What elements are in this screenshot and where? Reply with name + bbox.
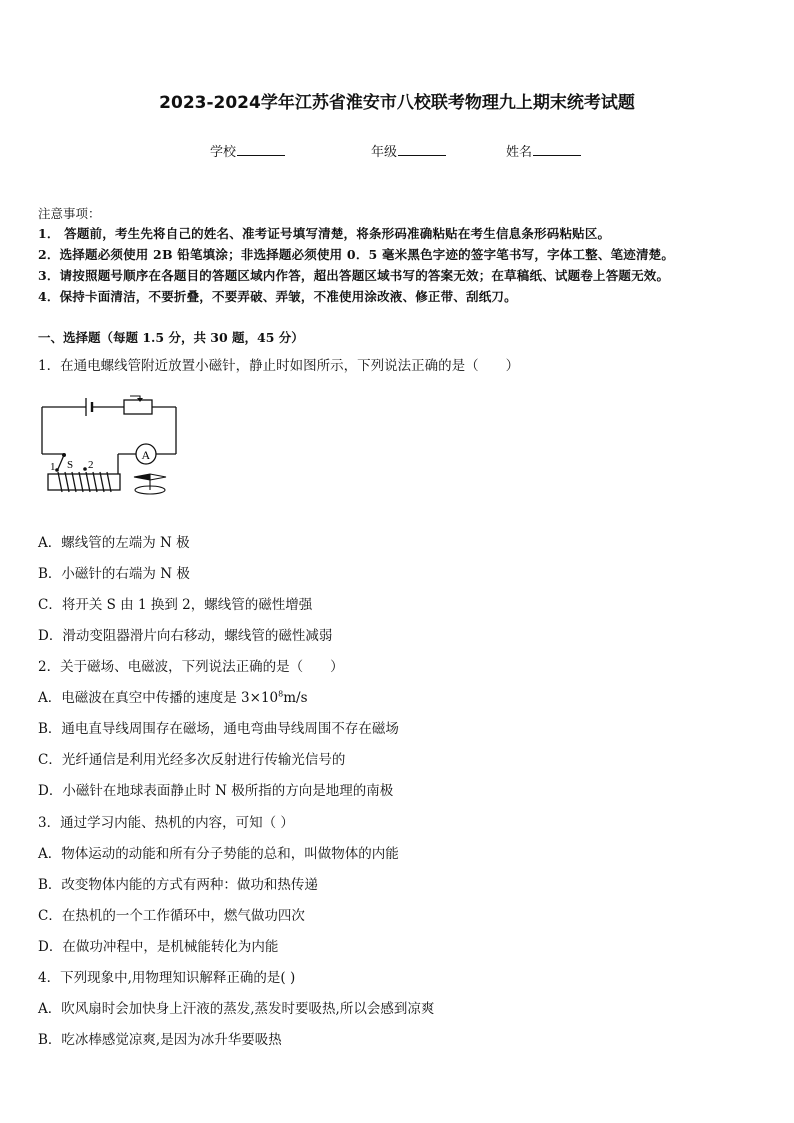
school-label: 学校 [210,145,237,160]
solenoid-coils [58,472,111,492]
option: B．改变物体内能的方式有两种：做功和热传递 [38,877,318,893]
notice-item: 3．请按照题号顺序在各题目的答题区域内作答，超出答题区域书写的答案无效；在草稿纸、试题卷上答题无效。 [38,268,670,283]
rheostat [124,400,152,414]
option: B．吃冰棒感觉凉爽,是因为冰升华要吸热 [38,1032,282,1048]
label-s: S [67,459,74,471]
option: D．小磁针在地球表面静止时 N 极所指的方向是地理的南极 [38,783,394,799]
ammeter-label: A [141,448,151,462]
option: B．小磁针的右端为 N 极 [38,566,190,582]
question-2-stem: 2．关于磁场、电磁波，下列说法正确的是（ ） [38,659,344,675]
option [38,686,308,706]
option: D．滑动变阻器滑片向右移动，螺线管的磁性减弱 [38,628,333,644]
option: C．将开关 S 由 1 换到 2，螺线管的磁性增强 [38,597,313,613]
option: B．通电直导线周围存在磁场，通电弯曲导线周围不存在磁场 [38,721,399,737]
solenoid-circuit-figure [38,392,183,504]
magnetic-needle-dark-half [134,474,150,480]
section-title: 一、选择题（每题 1.5 分，共 30 题，45 分） [38,330,304,345]
question-1-stem: 1．在通电螺线管附近放置小磁针，静止时如图所示，下列说法正确的是（ ） [38,358,520,374]
notice-item: 2．选择题必须使用 2B 铅笔填涂；非选择题必须使用 0．5 毫米黑色字迹的签字笔书写，字体工整、笔迹清楚。 [38,247,675,262]
name-blank [533,143,581,156]
name-field [506,141,581,160]
option: C．在热机的一个工作循环中，燃气做功四次 [38,908,305,924]
grade-label: 年级 [371,145,398,160]
switch-contact-2 [83,467,87,471]
notice-heading: 注意事项： [38,206,101,221]
school-field [210,141,285,160]
school-blank [237,143,285,156]
option: C．光纤通信是利用光经多次反射进行传输光信号的 [38,752,346,768]
switch-blade [58,455,64,469]
name-label: 姓名 [506,145,533,160]
notice-item: 1． 答题前，考生先将自己的姓名、准考证号填写清楚，将条形码准确粘贴在考生信息条形码粘贴区。 [38,226,611,241]
option: A．物体运动的动能和所有分子势能的总和，叫做物体的内能 [38,846,399,862]
label-2: 2 [88,459,94,471]
grade-blank [398,143,446,156]
page-title: 2023-2024学年江苏省淮安市八校联考物理九上期末统考试题 [159,93,635,113]
option: D．在做功冲程中，是机械能转化为内能 [38,939,279,955]
question-3-stem: 3．通过学习内能、热机的内容，可知（ ） [38,815,294,831]
question-4-stem: 4．下列现象中,用物理知识解释正确的是( ) [38,970,296,986]
label-1: 1 [50,461,56,473]
switch-contact-1 [55,468,59,472]
grade-field [371,141,446,160]
notice-item: 4．保持卡面清洁，不要折叠，不要弄破、弄皱，不准使用涂改液、修正带、刮纸刀。 [38,289,517,304]
option: A．螺线管的左端为 N 极 [38,535,190,551]
option-a-exponent: 8 [278,689,284,699]
option-a-suffix: m/s [283,690,308,706]
option-a-prefix: A．电磁波在真空中传播的速度是 3×10 [38,690,279,706]
option: A．吹风扇时会加快身上汗液的蒸发,蒸发时要吸热,所以会感到凉爽 [38,1001,435,1017]
